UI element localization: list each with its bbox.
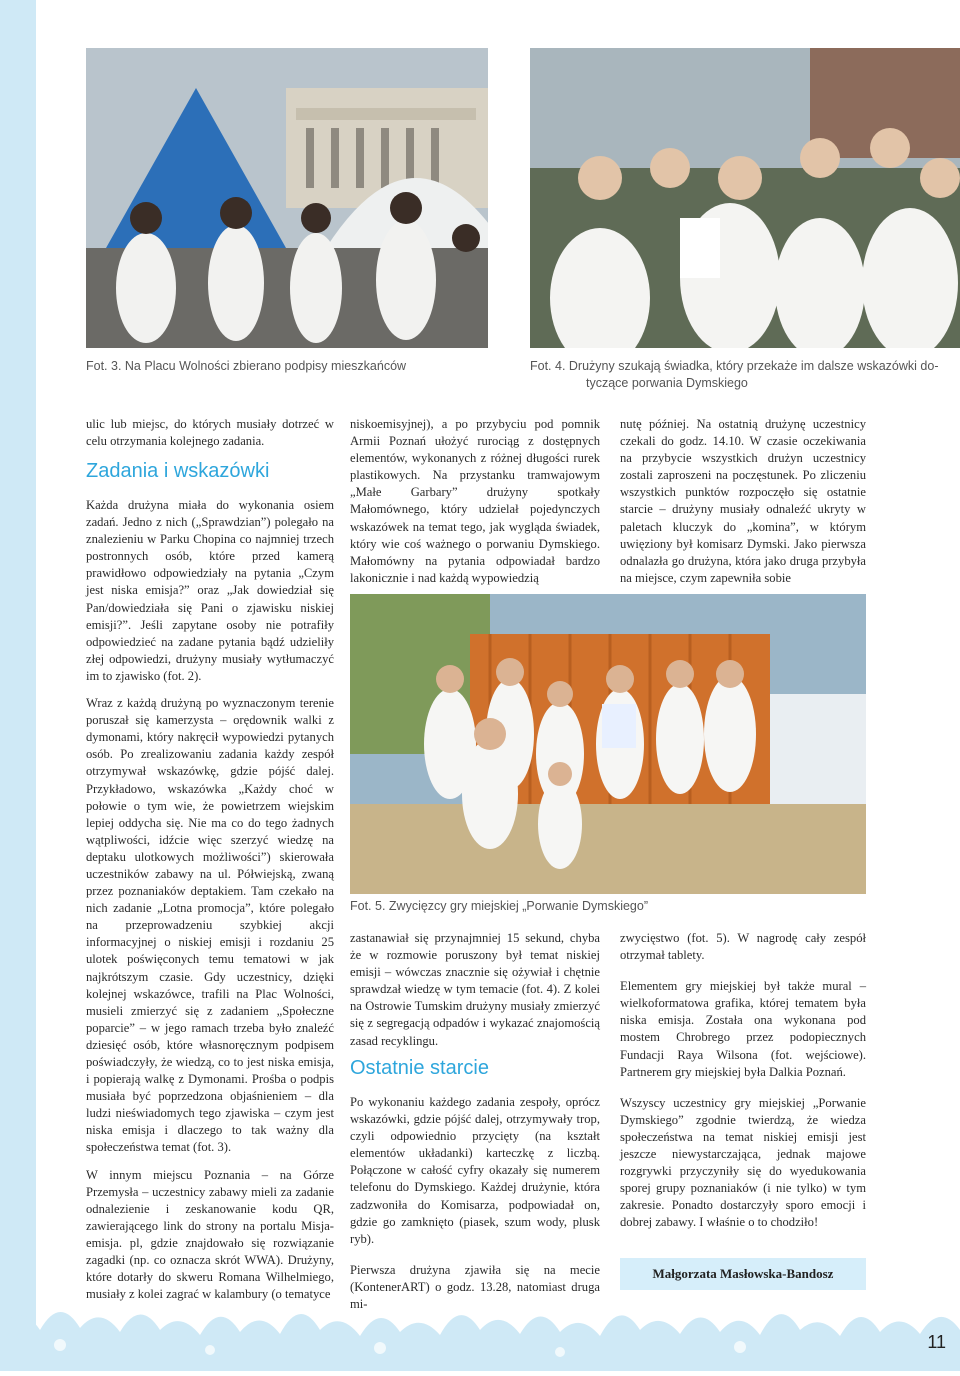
col1-paragraph-1: Każda drużyna miała do wykonania osiem zadań. Jedno z nich („Sprawdzian”) polegało na znalezieniu w Parku Chopina co najmniej trzech postronnych osób, które przed kamerą prawidłowo odpowiedziały na pytania „Czym jest niska emisja?” oraz „Jak dowiedział się Pan/dowiedziała się Pani o zjawisku niskiej emisji?”. Jeśli zapytane osoby nie potrafiły odpowiedzieć na zadane pytania bądź udzieliły złej odpowiedzi, drużyny musiały wytłumaczyć im to zjawisko (fot. 2). — [86, 498, 334, 683]
col1-intro: ulic lub miejsc, do których musiały dotrzeć w celu otrzymania kolejnego zadania. — [86, 417, 334, 449]
col2-bottom-text-2 — [350, 1094, 600, 1323]
photo-fot-3 — [86, 48, 488, 348]
caption-fot-4 — [530, 358, 950, 392]
left-decorative-stripe — [0, 0, 36, 1371]
caption-fot-5: Fot. 5. Zwycięzcy gry miejskiej „Porwanie Dymskiego” — [350, 899, 648, 913]
col3-bottom-text — [620, 930, 866, 1242]
photo-fot-4 — [530, 48, 960, 348]
col2-top-text: niskoemisyjnej), a po przybyciu pod pomnik Armii Poznań ułożyć rurociąg z dostępnych elementów, wykonanych z różnej długości rurek plastikowych. Na przystanku tramwajowym „Małe Garbary” drużyny spotkały Małomównego, który udzielał pojedynczych wskazówek na temat tego, jak wygląda świadek, który wie coś ważnego o porwaniu Dymskiego. Małomówny na pytania odpowiadał bardzo lakonicznie i nad każdą wypowiedzią — [350, 417, 600, 585]
col1-article-text — [86, 497, 334, 1313]
col3-paragraph-2: Elementem gry miejskiej był także mural – wielkoformatowa grafika, której tematem była niska emisja. Została ona wykonana pod mostem Chrobrego przez podopiecznych Fundacji Raya Wilsona (fot. wejściowe). Partnerem gry miejskiej była Dalkia Poznań. — [620, 979, 866, 1079]
section-heading-zadania: Zadania i wskazówki — [86, 460, 270, 482]
section-heading-ostatnie-starcie: Ostatnie starcie — [350, 1057, 489, 1079]
page-number: 11 — [927, 1332, 946, 1352]
col3-top-text: nutę później. Na ostatnią drużynę uczestnicy czekali do godz. 14.10. W czasie oczekiwania na przybycie wszystkich drużyn uczestnicy zostali zaproszeni na poczęstunek. Po zliczeniu wszystkich punktów rozpoczęło się ostatnie starcie – drużyny musiały odnaleźć ukryty w paletach kluczyk do „komina”, w którym uwięziony był komisarz Dymski. Jako pierwsza odnalazła go drużyna, która jako druga przybyła na miejsce, czym zapewniła sobie — [620, 417, 866, 585]
col3-paragraph-1: zwycięstwo (fot. 5). W nagrodę cały zespół otrzymał tablety. — [620, 931, 866, 963]
photo-fot-5 — [350, 594, 866, 894]
caption-fot-4-line-2: tyczące porwania Dymskiego — [586, 376, 748, 390]
col2-paragraph-3: Pierwsza drużyna zjawiła się na mecie (KontenerART) o godz. 13.28, natomiast druga mi- — [350, 1262, 600, 1312]
author-signature: Małgorzata Masłowska-Bandosz — [620, 1258, 866, 1290]
col3-paragraph-3: Wszyscy uczestnicy gry miejskiej „Porwanie Dymskiego” zgodnie twierdzą, że wiedza społeczeństwa na temat niskiej emisji jest jeszcze niewystarczająca, jednak majowe rozgrywki przyczyniły się do wyedukowania sporej grupy poznaniaków (i nie tylko) w tym zakresie. Ponadto dostarczyły sporo emocji i dobrej zabawy. I właśnie o to chodziło! — [620, 1095, 866, 1230]
caption-fot-3: Fot. 3. Na Placu Wolności zbierano podpisy mieszkańców — [86, 359, 407, 373]
footer-grass-decoration — [0, 1290, 960, 1371]
col1-paragraph-3: W innym miejscu Poznania – na Górze Przemysła – uczestnicy zabawy mieli za zadanie odnalezienie i zeskanowanie kodu QR, zawierającego link do strony na portalu Misja-emisja. pl, gdzie znajdowało się rozwiązanie zagadki (np. co oznacza skrót WWA). Drużyny, które dotarły do skweru Romana Wilhelmiego, musiały z kolei zagrać w kalambury (o tematyce — [86, 1167, 334, 1302]
col2-paragraph-2: Po wykonaniu każdego zadania zespoły, oprócz wskazówki, gdzie pójść dalej, otrzymywały trop, czyli odpowiednio przycięty (na kształt elementów układanki) karteczkę z liczbą. Połączone w całość cyfry okazały się numerem telefonu do Dymskiego. Każdej drużynie, która zadzwoniła do Komisarza, podpowiadał on, gdzie go zamknięto (piasek, szum wody, plusk ryb). — [350, 1095, 600, 1246]
col2-bottom-text-1: zastanawiał się przynajmniej 15 sekund, chyba że w rozmowie poruszony był temat niskiej emisji – wówczas znacznie się ożywiał i chętnie sprawdzał wiedzę w tym temacie (fot. 4). Z kolei na Ostrowie Tumskim drużyny musiały zmierzyć się z segregacją odpadów i wykazać znajomością zasad recyklingu. — [350, 931, 600, 1048]
col1-paragraph-2: Wraz z każdą drużyną po wyznaczonym terenie poruszał się kamerzysta – orędownik walki z dymonami, który nakręcił wypowiedzi pytanych osób. Po zrealizowaniu zadania każdy zespół otrzymywał wskazówkę, gdzie pójść dalej. Przykładowo, wskazówka „Każdy choć w połowie o tym wie, że powietrzem wiejskim lepiej oddycha się. Nie ma co do tego żadnych wątpliwości, idźcie więc szerzyć wiedzę na deptaku ulotkowych możliwości”) skierowała uczestników zabawy na ul. Półwiejską, zwaną przez poznaniaków deptakiem. Tam czekało na nich zadanie „Lotna promocja”, które polegało na przeprowadzeniu szybkiej akcji informacyjnej o niskiej emisji i rozdaniu 25 ulotek poświęconych temu tematowi w jak najkrótszym czasie. Gdy uczestnicy, dzięki kolejnej wskazówce, trafili na Plac Wolności, musieli zmierzyć się z zadaniem „Społeczne poparcie” – w jego ramach trzeba było znaleźć dziesięć osób, które własnoręcznym podpisem poświadczyły, że wiedzą, co to jest niska emisja, i popierają walkę z Dymonami. Prośba o podpis musiała być poprzedzona objaśnieniem – dla ludzi nieświadomych tego zjawiska – czym jest niska emisja i dlaczego to tak ważny dla społeczeństwa temat (fot. 3). — [86, 696, 334, 1155]
caption-fot-4-line-1: Fot. 4. Drużyny szukają świadka, który przekaże im dalsze wskazówki do- — [530, 359, 939, 373]
